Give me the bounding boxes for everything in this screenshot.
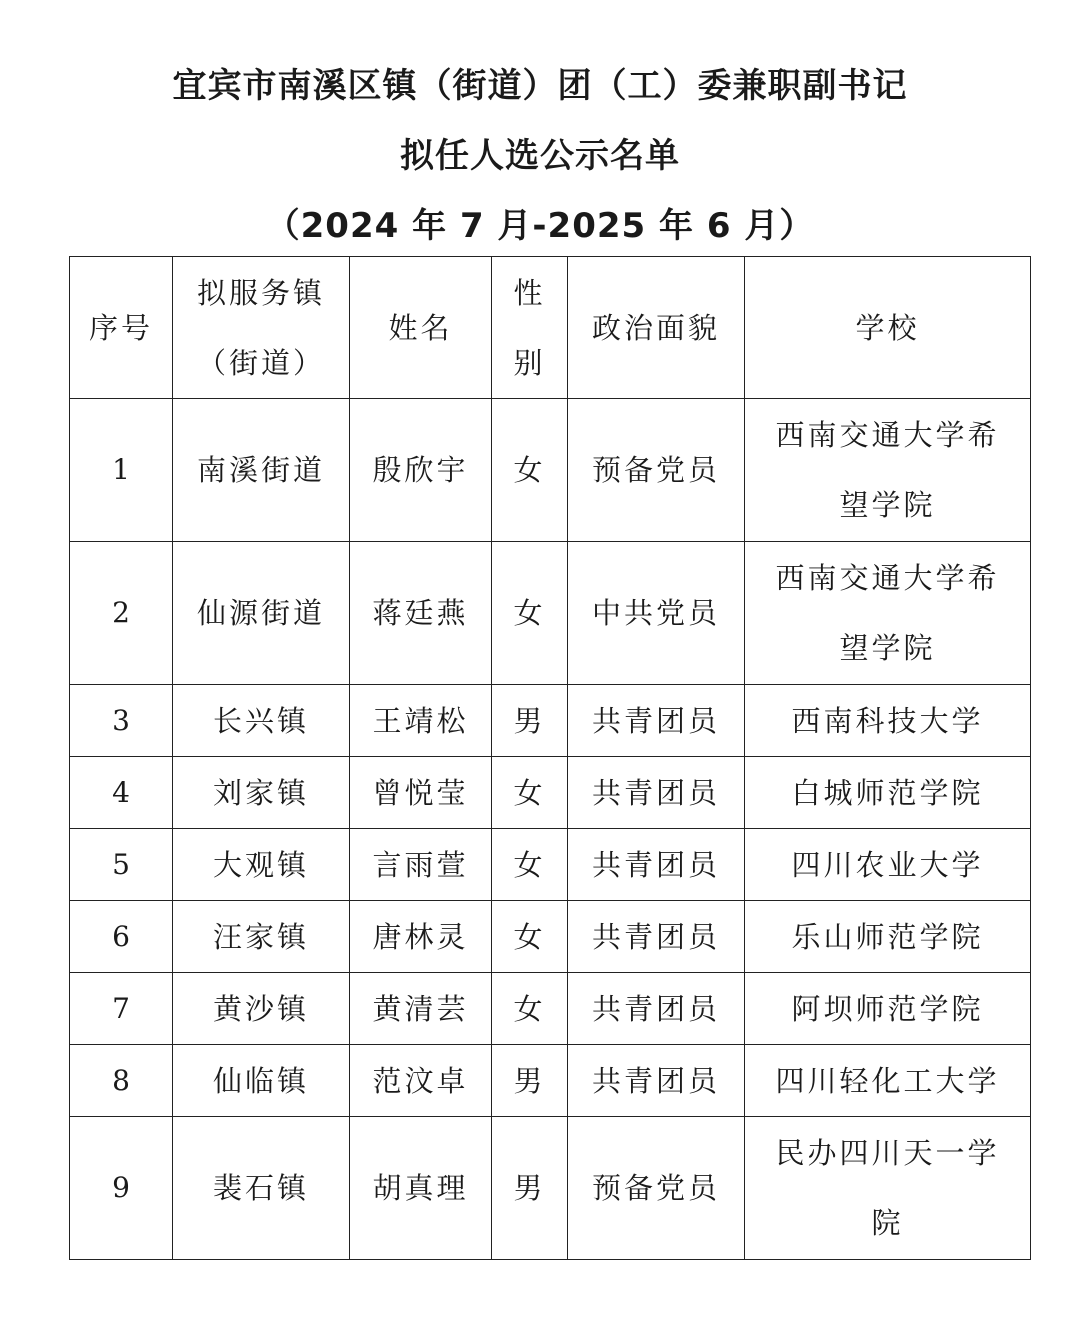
cell-school: 西南科技大学 <box>745 685 1031 757</box>
header-town-line2: （街道） <box>196 345 325 380</box>
cell-gender: 女 <box>492 757 568 829</box>
cell-school-line1: 西南交通大学希 <box>775 561 1000 595</box>
cell-gender: 女 <box>492 973 568 1045</box>
header-school: 学校 <box>745 257 1031 399</box>
header-name: 姓名 <box>350 257 492 399</box>
cell-gender: 女 <box>492 399 568 542</box>
cell-school-line2: 院 <box>871 1206 904 1240</box>
cell-school <box>745 1117 1031 1260</box>
cell-political: 共青团员 <box>568 901 745 973</box>
cell-political: 共青团员 <box>568 1045 745 1117</box>
cell-political: 中共党员 <box>568 542 745 685</box>
header-political: 政治面貌 <box>568 257 745 399</box>
document-title: 宜宾市南溪区镇（街道）团（工）委兼职副书记 <box>172 66 908 106</box>
table-row <box>70 1045 1031 1117</box>
cell-gender: 男 <box>492 685 568 757</box>
cell-gender: 男 <box>492 1117 568 1260</box>
header-seq: 序号 <box>70 257 173 399</box>
cell-political: 预备党员 <box>568 1117 745 1260</box>
table-row <box>70 685 1031 757</box>
cell-school-line2: 望学院 <box>839 488 936 522</box>
cell-name: 范汶卓 <box>350 1045 492 1117</box>
table-row <box>70 757 1031 829</box>
cell-school: 阿坝师范学院 <box>745 973 1031 1045</box>
cell-name: 蒋廷燕 <box>350 542 492 685</box>
cell-seq: 2 <box>70 542 173 685</box>
cell-town: 黄沙镇 <box>173 973 350 1045</box>
table-header-row <box>70 257 1031 399</box>
cell-name: 殷欣宇 <box>350 399 492 542</box>
cell-political: 预备党员 <box>568 399 745 542</box>
cell-name: 言雨萱 <box>350 829 492 901</box>
cell-seq: 8 <box>70 1045 173 1117</box>
cell-political: 共青团员 <box>568 757 745 829</box>
cell-seq: 1 <box>70 399 173 542</box>
cell-seq: 5 <box>70 829 173 901</box>
table-row <box>70 542 1031 685</box>
cell-gender: 女 <box>492 829 568 901</box>
cell-name: 曾悦莹 <box>350 757 492 829</box>
table-row <box>70 1117 1031 1260</box>
cell-school <box>745 399 1031 542</box>
cell-political: 共青团员 <box>568 685 745 757</box>
header-town <box>173 257 350 399</box>
cell-town: 汪家镇 <box>173 901 350 973</box>
cell-political: 共青团员 <box>568 973 745 1045</box>
cell-town: 裴石镇 <box>173 1117 350 1260</box>
table-row <box>70 973 1031 1045</box>
cell-seq: 6 <box>70 901 173 973</box>
header-gender <box>492 257 568 399</box>
cell-school-line2: 望学院 <box>839 631 936 665</box>
cell-name: 唐林灵 <box>350 901 492 973</box>
table-row <box>70 901 1031 973</box>
cell-seq: 3 <box>70 685 173 757</box>
cell-school-line1: 民办四川天一学 <box>775 1136 1000 1170</box>
document-subtitle: 拟任人选公示名单 <box>400 136 680 176</box>
cell-school: 四川轻化工大学 <box>745 1045 1031 1117</box>
cell-school: 四川农业大学 <box>745 829 1031 901</box>
cell-town: 刘家镇 <box>173 757 350 829</box>
cell-town: 仙源街道 <box>173 542 350 685</box>
cell-political: 共青团员 <box>568 829 745 901</box>
candidate-table <box>69 256 1031 1260</box>
cell-gender: 男 <box>492 1045 568 1117</box>
cell-gender: 女 <box>492 542 568 685</box>
document-period: （2024 年 7 月-2025 年 6 月） <box>265 206 815 246</box>
cell-school <box>745 542 1031 685</box>
header-town-line1: 拟服务镇 <box>196 275 325 310</box>
cell-school: 乐山师范学院 <box>745 901 1031 973</box>
table-row <box>70 399 1031 542</box>
cell-school-line1: 西南交通大学希 <box>775 418 1000 452</box>
cell-name: 黄清芸 <box>350 973 492 1045</box>
cell-name: 胡真理 <box>350 1117 492 1260</box>
cell-gender: 女 <box>492 901 568 973</box>
table-row <box>70 829 1031 901</box>
cell-town: 大观镇 <box>173 829 350 901</box>
cell-town: 南溪街道 <box>173 399 350 542</box>
cell-seq: 9 <box>70 1117 173 1260</box>
header-gender-line2: 别 <box>513 345 546 380</box>
cell-town: 长兴镇 <box>173 685 350 757</box>
cell-seq: 4 <box>70 757 173 829</box>
cell-seq: 7 <box>70 973 173 1045</box>
cell-town: 仙临镇 <box>173 1045 350 1117</box>
cell-name: 王靖松 <box>350 685 492 757</box>
cell-school: 白城师范学院 <box>745 757 1031 829</box>
header-gender-line1: 性 <box>513 275 546 310</box>
